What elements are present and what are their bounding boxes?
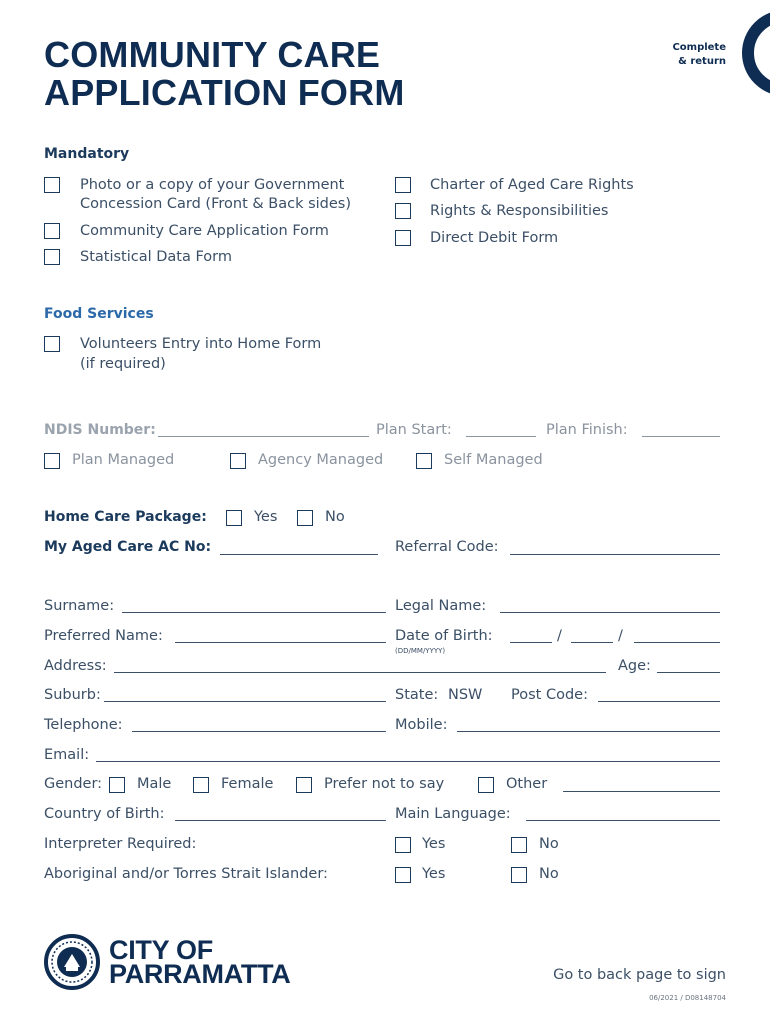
address-label: Address: (44, 658, 107, 674)
label-volunteers-entry-2: (if required) (80, 356, 166, 372)
ndis-number-label: NDIS Number: (44, 422, 156, 438)
checkbox-rights-responsibilities[interactable] (395, 203, 411, 219)
checkbox-hcp-no[interactable] (297, 510, 313, 526)
label-concession-card-2: Concession Card (Front & Back sides) (80, 196, 352, 212)
checkbox-application-form[interactable] (44, 223, 60, 239)
ndis-number-field[interactable] (158, 436, 369, 437)
dob-day-field[interactable] (510, 642, 552, 643)
checkbox-plan-managed[interactable] (44, 453, 60, 469)
mobile-label: Mobile: (395, 717, 448, 733)
checkbox-hcp-yes[interactable] (226, 510, 242, 526)
suburb-field[interactable] (104, 701, 386, 702)
label-volunteers-entry-1: Volunteers Entry into Home Form (80, 336, 322, 352)
checkbox-gender-female[interactable] (193, 777, 209, 793)
language-field[interactable] (526, 820, 720, 821)
food-services-heading: Food Services (44, 306, 154, 322)
label-gender-female: Female (221, 776, 274, 792)
interpreter-label: Interpreter Required: (44, 836, 197, 852)
city-logo-text (109, 935, 291, 989)
checkbox-agency-managed[interactable] (230, 453, 246, 469)
legal-name-field[interactable] (500, 612, 720, 613)
checkbox-statistical-data[interactable] (44, 249, 60, 265)
label-aboriginal-no: No (539, 866, 559, 882)
label-interpreter-yes: Yes (422, 836, 446, 852)
checkbox-direct-debit[interactable] (395, 230, 411, 246)
label-self-managed: Self Managed (444, 452, 543, 468)
aged-care-ac-label: My Aged Care AC No: (44, 539, 212, 555)
email-label: Email: (44, 747, 90, 763)
referral-code-field[interactable] (510, 554, 720, 555)
checkbox-gender-prefer-not[interactable] (296, 777, 312, 793)
address-field[interactable] (114, 672, 606, 673)
telephone-label: Telephone: (44, 717, 123, 733)
postcode-label: Post Code: (511, 687, 588, 703)
telephone-field[interactable] (132, 731, 386, 732)
checkbox-concession-card[interactable] (44, 177, 60, 193)
checkbox-gender-male[interactable] (109, 777, 125, 793)
checkbox-charter-rights[interactable] (395, 177, 411, 193)
label-charter-rights: Charter of Aged Care Rights (430, 177, 634, 193)
language-label: Main Language: (395, 806, 511, 822)
label-rights-responsibilities: Rights & Responsibilities (430, 203, 609, 219)
home-care-package-label: Home Care Package: (44, 509, 207, 525)
complete-return-note (672, 41, 726, 69)
gender-label: Gender: (44, 776, 103, 792)
gender-other-field[interactable] (563, 791, 720, 792)
state-label: State: (395, 687, 439, 703)
plan-finish-label: Plan Finish: (546, 422, 628, 438)
label-agency-managed: Agency Managed (258, 452, 384, 468)
form-title-line1: COMMUNITY CARE (44, 34, 381, 75)
label-hcp-yes: Yes (254, 509, 278, 525)
checkbox-aboriginal-no[interactable] (511, 867, 527, 883)
dob-slash-2: / (618, 628, 623, 644)
checkbox-volunteers-entry[interactable] (44, 336, 60, 352)
checkbox-self-managed[interactable] (416, 453, 432, 469)
checkbox-gender-other[interactable] (478, 777, 494, 793)
logo-line1: CITY OF (109, 935, 213, 965)
dob-slash-1: / (557, 628, 562, 644)
legal-name-label: Legal Name: (395, 598, 487, 614)
surname-label: Surname: (44, 598, 115, 614)
state-value: NSW (448, 687, 483, 703)
label-plan-managed: Plan Managed (72, 452, 175, 468)
plan-start-label: Plan Start: (376, 422, 452, 438)
label-hcp-no: No (325, 509, 345, 525)
checkbox-interpreter-no[interactable] (511, 837, 527, 853)
label-interpreter-no: No (539, 836, 559, 852)
suburb-label: Suburb: (44, 687, 101, 703)
aged-care-ac-field[interactable] (220, 554, 378, 555)
label-gender-prefer-not: Prefer not to say (324, 776, 445, 792)
complete-text: Complete (672, 42, 726, 53)
label-aboriginal-yes: Yes (422, 866, 446, 882)
preferred-name-label: Preferred Name: (44, 628, 163, 644)
label-application-form: Community Care Application Form (80, 223, 329, 239)
country-label: Country of Birth: (44, 806, 165, 822)
label-gender-male: Male (137, 776, 172, 792)
age-field[interactable] (657, 672, 720, 673)
corner-arc-graphic (742, 10, 770, 96)
referral-code-label: Referral Code: (395, 539, 499, 555)
preferred-name-field[interactable] (175, 642, 386, 643)
surname-field[interactable] (122, 612, 386, 613)
dob-format-hint: (DD/MM/YYYY) (395, 647, 446, 655)
mandatory-heading: Mandatory (44, 146, 130, 162)
document-code: 06/2021 / D08148704 (649, 994, 726, 1002)
form-title-line2: APPLICATION FORM (44, 72, 405, 113)
plan-finish-field[interactable] (642, 436, 720, 437)
dob-year-field[interactable] (634, 642, 720, 643)
checkbox-interpreter-yes[interactable] (395, 837, 411, 853)
return-text: & return (678, 56, 726, 67)
aboriginal-label: Aboriginal and/or Torres Strait Islander: (44, 866, 328, 882)
label-direct-debit: Direct Debit Form (430, 230, 559, 246)
postcode-field[interactable] (598, 701, 720, 702)
email-field[interactable] (96, 761, 720, 762)
age-label: Age: (618, 658, 651, 674)
label-statistical-data: Statistical Data Form (80, 249, 233, 265)
checkbox-aboriginal-yes[interactable] (395, 867, 411, 883)
dob-label: Date of Birth: (395, 628, 493, 644)
logo-line2: PARRAMATTA (109, 959, 291, 989)
label-gender-other: Other (506, 776, 548, 792)
label-concession-card-1: Photo or a copy of your Government (80, 177, 345, 193)
mobile-field[interactable] (457, 731, 720, 732)
dob-month-field[interactable] (571, 642, 613, 643)
country-field[interactable] (175, 820, 386, 821)
form-title (44, 36, 405, 112)
back-page-note: Go to back page to sign (553, 967, 726, 983)
city-seal-logo (44, 934, 100, 990)
plan-start-field[interactable] (466, 436, 536, 437)
